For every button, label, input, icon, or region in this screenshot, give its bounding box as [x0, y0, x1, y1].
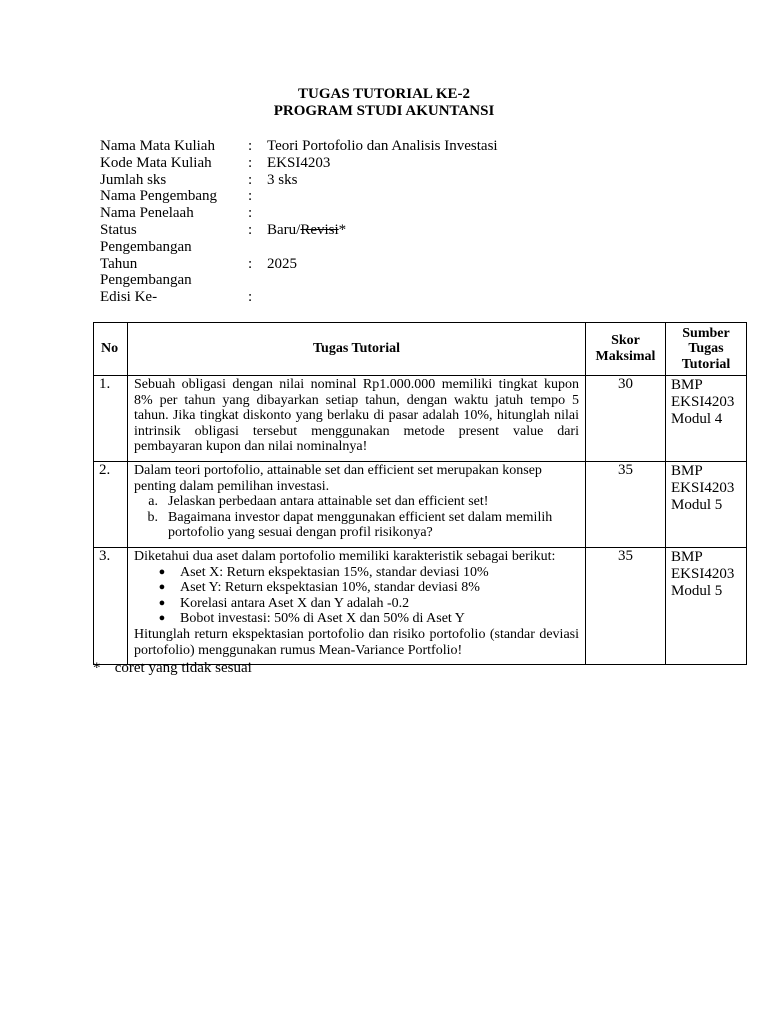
- task-intro-line: penting dalam pemilihan investasi.: [134, 478, 330, 494]
- list-item-text: [168, 510, 552, 541]
- table-row: [94, 461, 747, 547]
- course-info: [100, 138, 498, 306]
- task-text: [128, 376, 586, 462]
- status-star: *: [338, 221, 347, 238]
- task-intro-line: Diketahui dua aset dalam portofolio memiliki karakteristik sebagai berikut:: [134, 548, 556, 564]
- list-item-text: Aset Y: Return ekspektasian 10%, standar deviasi 8%: [180, 580, 480, 596]
- list-item: [134, 510, 579, 541]
- info-colon: :: [248, 138, 253, 154]
- table-row: [94, 547, 747, 664]
- bullet-icon: ●: [158, 612, 166, 625]
- info-colon: :: [248, 154, 253, 171]
- source-line: BMP: [671, 462, 703, 479]
- header-sumber: [666, 323, 747, 376]
- info-label: Kode Mata Kuliah: [100, 154, 212, 171]
- info-row-tahun: [100, 256, 498, 290]
- info-label: Jumlah sks: [100, 171, 167, 188]
- tahun-label-line-2: Pengembangan: [100, 272, 192, 289]
- list-marker: b.: [147, 509, 158, 525]
- tutorial-task-table: [93, 322, 747, 665]
- info-row-pengembang: [100, 188, 498, 205]
- tahun-label-line-1: Tahun: [100, 255, 138, 272]
- info-value: EKSI4203: [267, 154, 331, 171]
- task-line: 8% per tahun yang dibayarkan setiap tahun, dengan waktu jatuh tempo 5: [134, 392, 579, 408]
- list-marker: a.: [148, 494, 158, 510]
- document-title: [0, 86, 768, 120]
- source-line: Modul 4: [671, 411, 723, 427]
- table-row: [94, 376, 747, 462]
- table-header-row: [94, 323, 747, 376]
- info-row-penelaah: [100, 205, 498, 222]
- info-colon: :: [248, 171, 253, 188]
- info-row-status: [100, 222, 498, 256]
- row-number: 2.: [94, 461, 128, 547]
- header-skor-line-2: Maksimal: [595, 349, 656, 364]
- info-value-status: [267, 222, 346, 256]
- header-skor: [586, 323, 666, 376]
- task-outro-line: portofolio) menggunakan rumus Mean-Variance Portfolio!: [134, 642, 463, 658]
- bullet-icon: ●: [158, 565, 166, 578]
- task-text: [128, 547, 586, 664]
- info-row-sks: [100, 172, 498, 189]
- info-colon: :: [248, 255, 253, 272]
- list-item: [134, 580, 579, 596]
- header-sumber-line-3: Tutorial: [681, 356, 731, 372]
- status-label-line-1: Status: [100, 221, 137, 238]
- task-source: [666, 376, 747, 462]
- task-source: [666, 461, 747, 547]
- max-score: 35: [586, 461, 666, 547]
- max-score: 30: [586, 376, 666, 462]
- list-item: [134, 494, 579, 510]
- list-item-line: portofolio yang sesuai dengan profil risikonya?: [168, 525, 433, 541]
- info-value: 2025: [267, 255, 297, 272]
- row-number: 3.: [94, 547, 128, 664]
- bullet-icon: ●: [158, 596, 166, 609]
- task-text: [128, 461, 586, 547]
- status-label-line-2: Pengembangan: [100, 238, 192, 255]
- list-item: [134, 596, 579, 612]
- header-sumber-line-1: Sumber: [682, 325, 730, 341]
- task-outro-line: Hitunglah return ekspektasian portofolio dan risiko portofolio (standar deviasi: [134, 626, 579, 642]
- info-value: 3 sks: [267, 171, 298, 188]
- list-item-text: Bobot investasi: 50% di Aset X dan 50% di Aset Y: [180, 611, 465, 627]
- info-label: [100, 256, 248, 290]
- asset-bullet-list: [134, 565, 579, 627]
- info-value: Teori Portofolio dan Analisis Investasi: [267, 138, 498, 154]
- list-item-text: Korelasi antara Aset X dan Y adalah -0.2: [180, 595, 410, 611]
- task-line: Sebuah obligasi dengan nilai nominal Rp1.000.000 memiliki tingkat kupon: [134, 377, 579, 392]
- title-line-2: PROGRAM STUDI AKUNTANSI: [273, 103, 495, 119]
- header-no: No: [94, 323, 128, 376]
- header-skor-line-1: Skor: [611, 333, 640, 349]
- info-row-nama-mk: [100, 138, 498, 155]
- info-colon: :: [248, 289, 253, 306]
- list-item: [134, 611, 579, 627]
- list-item: [134, 565, 579, 581]
- task-line: tahun. Jika tingkat diskonto yang berlaku di pasar adalah 10%, hitunglah nilai: [134, 408, 579, 424]
- info-label: Nama Pengembang: [100, 188, 218, 205]
- row-number: 1.: [94, 376, 128, 462]
- task-source: [666, 547, 747, 664]
- title-line-1: TUGAS TUTORIAL KE-2: [298, 86, 470, 102]
- max-score: 35: [586, 547, 666, 664]
- info-colon: :: [248, 221, 253, 238]
- status-revisi-struck: Revisi: [300, 221, 339, 238]
- task-line: pembayaran kupon dan nilai nominalnya!: [134, 439, 368, 455]
- source-line: EKSI4203: [671, 394, 735, 410]
- status-baru: Baru/: [267, 221, 301, 238]
- sub-question-list: [134, 494, 579, 541]
- info-label: Edisi Ke-: [100, 289, 158, 306]
- footnote-star: *: [93, 660, 101, 676]
- header-sumber-line-2: Tugas: [688, 341, 724, 357]
- footnote-text: coret yang tidak sesuai: [114, 660, 252, 676]
- info-label: Nama Penelaah: [100, 205, 194, 222]
- source-line: BMP: [671, 548, 703, 565]
- source-line: EKSI4203: [671, 479, 735, 496]
- task-intro-line: Dalam teori portofolio, attainable set dan efficient set merupakan konsep: [134, 462, 542, 478]
- list-item-text: Aset X: Return ekspektasian 15%, standar deviasi 10%: [180, 564, 489, 580]
- info-colon: :: [248, 205, 253, 222]
- task-line: intrinsik obligasi tersebut menggunakan metode present value dari: [134, 423, 579, 439]
- info-row-kode: [100, 155, 498, 172]
- source-line: Modul 5: [671, 582, 723, 599]
- source-line: BMP: [671, 377, 703, 393]
- list-item-line: Bagaimana investor dapat menggunakan efficient set dalam memilih: [168, 509, 553, 525]
- header-tugas: Tugas Tutorial: [128, 323, 586, 376]
- footnote: [93, 660, 252, 677]
- info-label: Nama Mata Kuliah: [100, 138, 215, 154]
- info-colon: :: [248, 188, 253, 205]
- source-line: Modul 5: [671, 496, 723, 513]
- list-item-text: Jelaskan perbedaan antara attainable set dan efficient set!: [168, 494, 489, 510]
- source-line: EKSI4203: [671, 565, 735, 582]
- info-row-edisi: [100, 289, 498, 306]
- info-label: [100, 222, 248, 256]
- bullet-icon: ●: [158, 581, 166, 594]
